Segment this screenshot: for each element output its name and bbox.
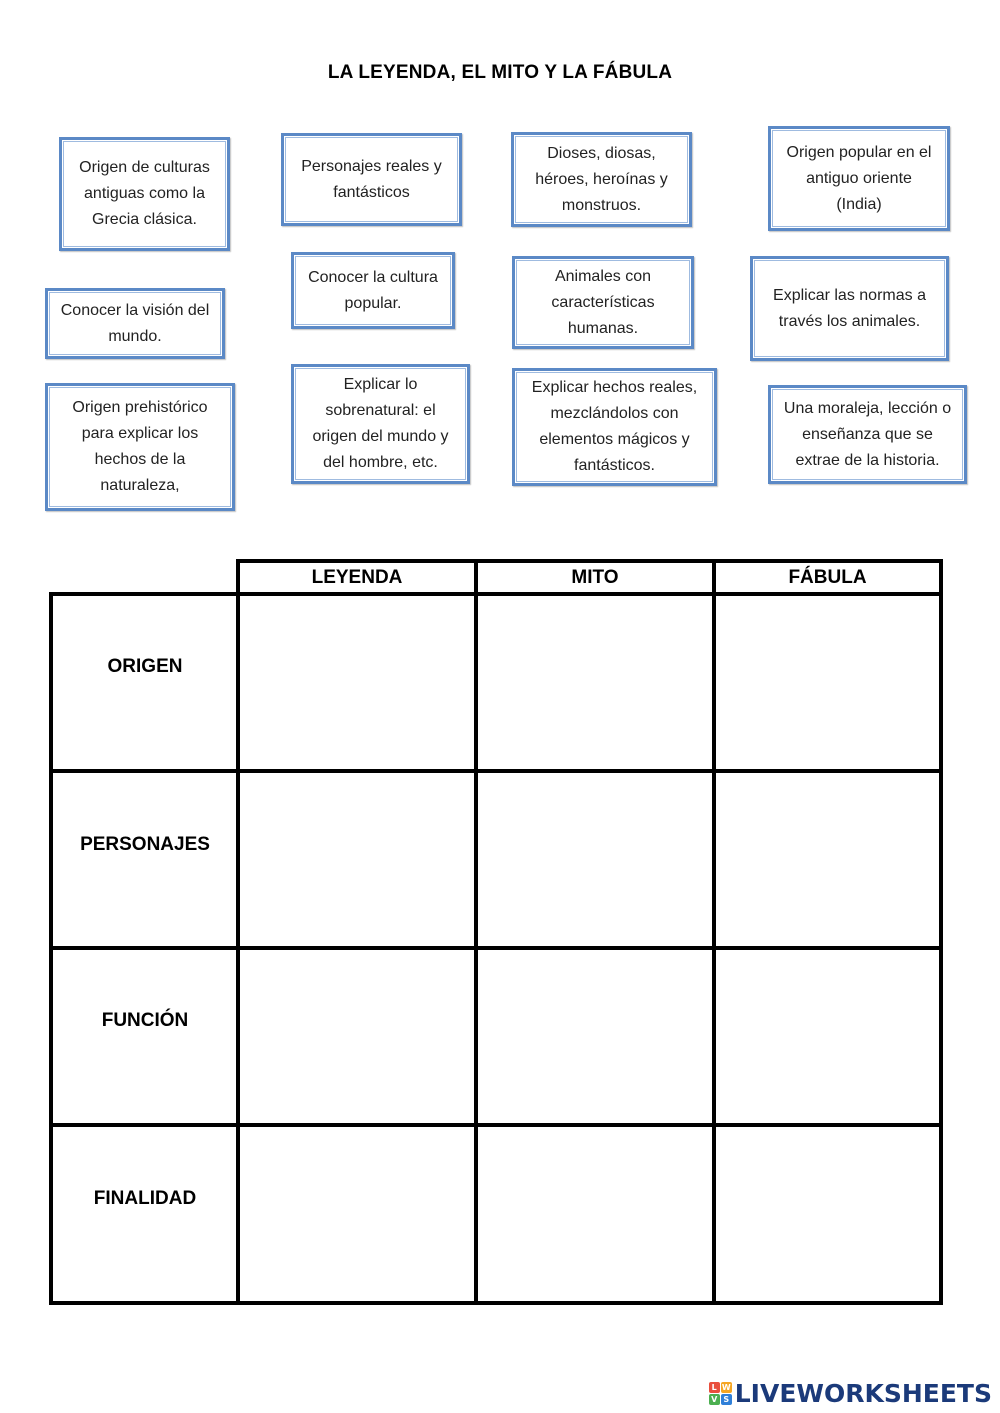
row-header-personajes: PERSONAJES <box>80 834 210 855</box>
row-header-origen: ORIGEN <box>107 656 183 677</box>
drop-cell-personajes-leyenda[interactable] <box>240 773 474 946</box>
answer-card[interactable]: Origen prehistórico para explicar los hechos de la naturaleza, <box>45 383 235 511</box>
drop-cell-personajes-mito[interactable] <box>478 773 712 946</box>
drop-cell-origen-mito[interactable] <box>478 596 712 769</box>
answer-card[interactable]: Dioses, diosas, héroes, heroínas y monstruos. <box>511 132 692 227</box>
drop-cell-origen-fabula[interactable] <box>716 596 939 769</box>
answer-card[interactable]: Personajes reales y fantásticos <box>281 133 462 226</box>
drop-cell-finalidad-leyenda[interactable] <box>240 1127 474 1301</box>
column-header-fabula: FÁBULA <box>788 567 867 588</box>
worksheet-title: LA LEYENDA, EL MITO Y LA FÁBULA <box>327 62 673 83</box>
column-header-leyenda: LEYENDA <box>311 567 403 588</box>
drop-cell-personajes-fabula[interactable] <box>716 773 939 946</box>
drop-cell-funcion-fabula[interactable] <box>716 950 939 1123</box>
row-header-funcion: FUNCIÓN <box>101 1010 189 1031</box>
drop-cell-finalidad-fabula[interactable] <box>716 1127 939 1301</box>
answer-card[interactable]: Explicar las normas a través los animales. <box>750 256 949 361</box>
logo-letter: V <box>709 1394 720 1405</box>
drop-cell-funcion-mito[interactable] <box>478 950 712 1123</box>
answer-card[interactable]: Animales con características humanas. <box>512 256 694 349</box>
answer-card[interactable]: Conocer la cultura popular. <box>291 252 455 329</box>
answer-card[interactable]: Explicar hechos reales, mezclándolos con elementos mágicos y fantásticos. <box>512 368 717 486</box>
column-header-mito: MITO <box>571 567 619 588</box>
logo-letter: L <box>709 1382 720 1393</box>
logo-letter: W <box>721 1382 731 1392</box>
drop-cell-origen-leyenda[interactable] <box>240 596 474 769</box>
answer-card[interactable]: Una moraleja, lección o enseñanza que se extrae de la historia. <box>768 385 967 484</box>
logo-letter: S <box>721 1394 732 1405</box>
answer-card[interactable]: Origen popular en el antiguo oriente (India) <box>768 126 950 231</box>
liveworksheets-logo-icon <box>709 1382 732 1405</box>
row-header-finalidad: FINALIDAD <box>93 1188 197 1209</box>
answer-card[interactable]: Conocer la visión del mundo. <box>45 288 225 359</box>
drop-cell-finalidad-mito[interactable] <box>478 1127 712 1301</box>
drop-cell-funcion-leyenda[interactable] <box>240 950 474 1123</box>
table-border <box>49 1301 943 1305</box>
brand-name: LIVEWORKSHEETS <box>734 1378 992 1408</box>
answer-card[interactable]: Explicar lo sobrenatural: el origen del mundo y del hombre, etc. <box>291 364 470 484</box>
answer-card[interactable]: Origen de culturas antiguas como la Grecia clásica. <box>59 137 230 251</box>
brand-watermark <box>709 1378 992 1408</box>
table-border <box>939 559 943 1305</box>
